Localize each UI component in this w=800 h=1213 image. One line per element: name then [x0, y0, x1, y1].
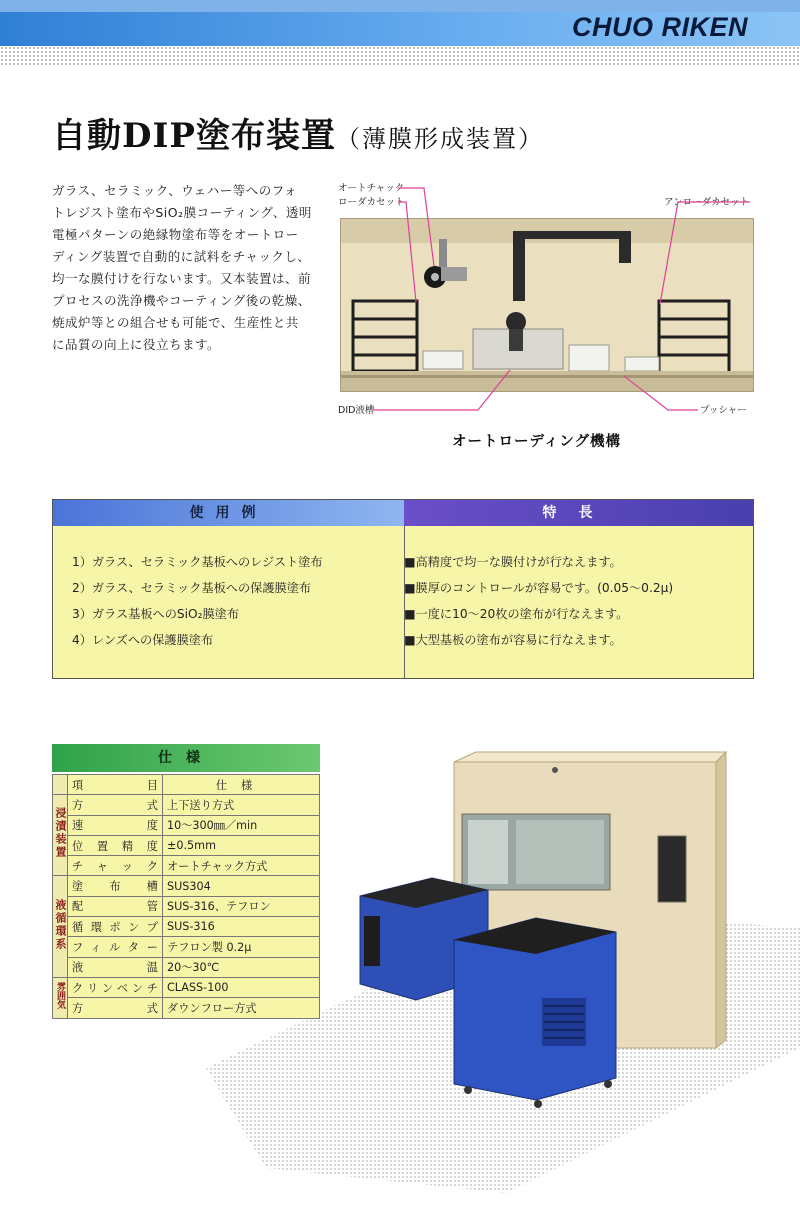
usage-item: 2）ガラス、セラミック基板への保護膜塗布: [72, 581, 312, 595]
spec-row: [53, 795, 320, 815]
intro-line: ガラス、セラミック、ウェハー等へのフォ: [52, 183, 298, 198]
page-header: [0, 0, 800, 64]
intro-paragraph: [52, 180, 320, 356]
usage-item: 4）レンズへの保護膜塗布: [72, 633, 214, 647]
spec-group-circ: [53, 876, 68, 977]
header-band-top: [0, 0, 800, 12]
title-main: 自動DIP塗布装置: [52, 116, 336, 156]
spec-group-label: 雰囲気: [55, 982, 65, 1010]
spec-item: フィルター: [68, 937, 163, 957]
features-heading: 特長: [404, 500, 753, 526]
spec-value: テフロン製 0.2μ: [163, 937, 320, 957]
callout-leader-lines: [338, 180, 758, 420]
page-title: [52, 108, 544, 157]
usage-heading: 使用例: [53, 500, 404, 526]
feature-item: ■一度に10～20枚の塗布が行なえます。: [404, 607, 629, 621]
spec-item: クリンベンチ: [68, 977, 163, 997]
feature-item: ■大型基板の塗布が容易に行なえます。: [404, 633, 622, 647]
spec-value: SUS-316、テフロン: [163, 896, 320, 916]
label-unloader-cassette: アンローダカセット: [664, 197, 750, 208]
spec-header-row: [53, 775, 320, 795]
usage-list: [72, 549, 323, 653]
spec-row: [53, 896, 320, 916]
label-loader-cassette: ローダカセット: [338, 197, 405, 208]
spec-row: [53, 957, 320, 977]
intro-line: 電極パターンの絶縁物塗布等をオートロー: [52, 227, 299, 242]
spec-row: [53, 856, 320, 876]
spec-row: [53, 977, 320, 997]
spec-item: 配管: [68, 896, 163, 916]
label-pusher: プッシャー: [700, 405, 747, 416]
spec-item: 塗布槽: [68, 876, 163, 896]
spec-value: ±0.5mm: [163, 835, 320, 855]
spec-group-dip: [53, 795, 68, 876]
spec-value: 上下送り方式: [163, 795, 320, 815]
label-auto-chuck: オートチャック: [338, 183, 405, 194]
feature-item: ■膜厚のコントロールが容易です。(0.05～0.2μ): [404, 581, 674, 595]
intro-line: 均一な膜付けを行ないます。又本装置は、前: [52, 271, 312, 286]
spec-item: 液温: [68, 957, 163, 977]
intro-line: プロセスの洗浄機やコーティング後の乾燥、: [52, 293, 311, 308]
spec-value: 10～300㎜／min: [163, 815, 320, 835]
spec-value: オートチャック方式: [163, 856, 320, 876]
spec-group-label: 浸漬装置: [54, 807, 67, 860]
spec-header-item: 項目: [68, 775, 163, 795]
feature-item: ■高精度で均一な膜付けが行なえます。: [404, 555, 622, 569]
intro-line: ディング装置で自動的に試料をチャックし、: [52, 249, 311, 264]
photo-caption: オートローディング機構: [452, 434, 622, 450]
brand-logo: CHUO RIKEN: [571, 12, 748, 42]
spec-value: 20～30℃: [163, 957, 320, 977]
intro-line: に品質の向上に役立ちます。: [52, 337, 221, 352]
spec-item: 循環ポンプ: [68, 917, 163, 937]
spec-row: [53, 917, 320, 937]
spec-header-value: 仕様: [163, 775, 320, 795]
spec-table: [52, 774, 320, 1019]
spec-item: チャック: [68, 856, 163, 876]
spec-row: [53, 937, 320, 957]
spec-item: 方式: [68, 795, 163, 815]
intro-line: トレジスト塗布やSiO₂膜コーティング、透明: [52, 205, 312, 220]
spec-row: [53, 835, 320, 855]
spec-item: 位置精度: [68, 835, 163, 855]
spec-value: SUS304: [163, 876, 320, 896]
spec-group-label: 液循環系: [54, 898, 67, 951]
spec-row: [53, 998, 320, 1018]
features-list: [404, 549, 673, 653]
spec-value: CLASS-100: [163, 977, 320, 997]
spec-row: [53, 815, 320, 835]
header-dot-pattern: [0, 46, 800, 66]
spec-group-atmo: [53, 977, 68, 1018]
spec-group-cell: [53, 775, 68, 795]
spec-row: [53, 876, 320, 896]
spec-value: SUS-316: [163, 917, 320, 937]
label-dip-tank: DID液槽: [338, 405, 375, 416]
usage-item: 1）ガラス、セラミック基板へのレジスト塗布: [72, 555, 323, 569]
spec-item: 方式: [68, 998, 163, 1018]
auto-loading-photo-figure: [338, 180, 758, 420]
usage-item: 3）ガラス基板へのSiO₂膜塗布: [72, 607, 240, 621]
spec-heading: 仕様: [52, 744, 320, 772]
spec-value: ダウンフロー方式: [163, 998, 320, 1018]
spec-item: 速度: [68, 815, 163, 835]
intro-line: 焼成炉等との組合せも可能で、生産性と共: [52, 315, 299, 330]
title-sub: （薄膜形成装置）: [335, 125, 544, 153]
